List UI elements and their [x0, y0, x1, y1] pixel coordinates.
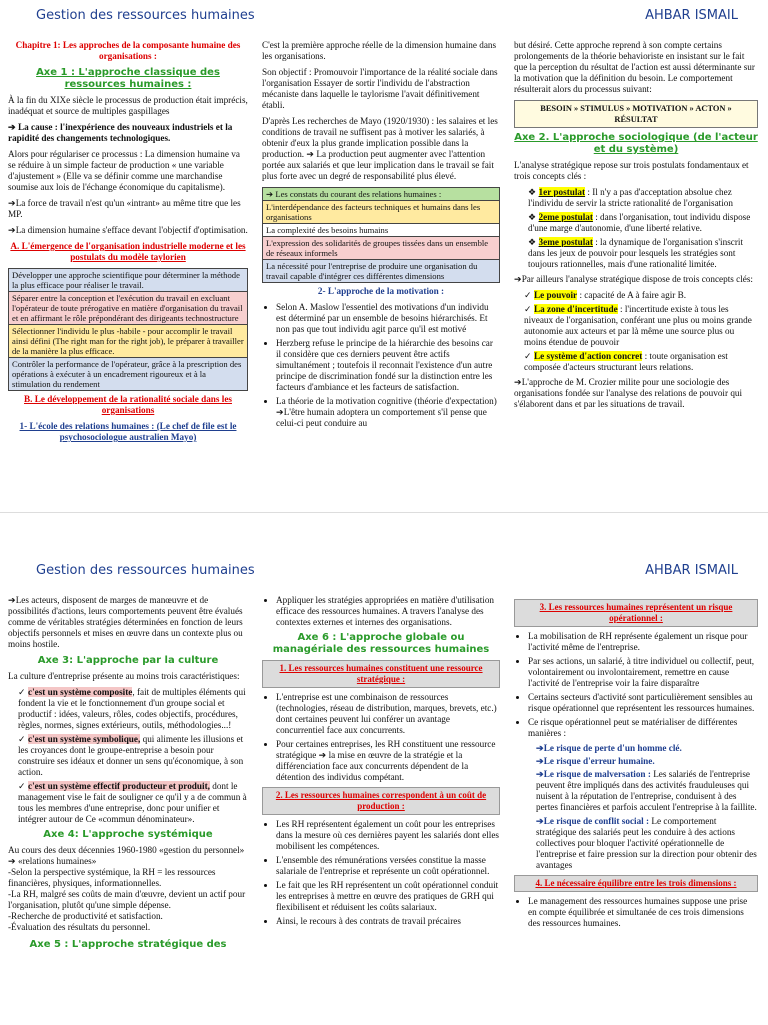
section-b-heading: B. Le développement de la rationalité sociale dans les organisations — [24, 394, 232, 415]
axe6-heading: Axe 6 : L'approche globale ou managériale des ressources humaines — [272, 632, 490, 655]
paragraph: À la fin du XIXe siècle le processus de production était imprécis, inadéquat et source de multiples gaspillages — [8, 95, 248, 116]
paragraph: ➔La force de travail n'est qu'un «intrant» au même titre que les MP. — [8, 198, 241, 219]
paragraph: Au cours des deux décennies 1960-1980 «gestion du personnel» ➔ «relations humaines» — [8, 845, 245, 866]
list-item: • Pour certaines entreprises, les RH constituent une ressource stratégique ➔ la mise en œuvre de la stratégie et la différenciation face aux concurrents dépendent de la détention des individus compétant. — [276, 739, 500, 783]
list-item: • Appliquer les stratégies appropriées en matière d'utilisation efficace des ressources humaines. A travers l'analyse des contextes externes et internes des organisations. — [276, 595, 500, 628]
list-item: • Ce risque opérationnel peut se matérialiser de différentes manières : — [528, 717, 758, 739]
paragraph: -Selon la perspective systémique, la RH = les ressources financières, physiques, informationnelles. — [8, 867, 216, 888]
list-item: ✓ Le pouvoir : capacité de A à faire agir B. — [524, 290, 758, 301]
table-row: La complexité des besoins humains — [263, 224, 499, 237]
paragraph: Alors pour régulariser ce processus : La dimension humaine va se réduire à un simple facteur de production « une variable d'ajustement » (Elle va se définir comme une marchandise soumise aux lois de l'échange économique du capitalisme). — [8, 149, 240, 192]
paragraph: ➔La dimension humaine s'efface devant l'objectif d'optimisation. — [8, 225, 248, 235]
motivation-list — [262, 302, 500, 429]
list-item: • La théorie de la motivation cognitive (théorie d'expectation) ➔L'être humain adoptera un comportement s'il pense que celui-ci peut conduire au — [276, 396, 500, 429]
paragraph: ➔Les acteurs, disposent de marges de manœuvre et de possibilités d'actions, leurs comportements peuvent être évalués comme de véritables stratégies déterminées en fonction de leurs objectifs personnels et mises en œuvre dans un contexte plus ou moins hostile. — [8, 595, 243, 649]
table-row: Séparer entre la conception et l'exécution du travail en excluant l'opérateur de toute prérogative en matière d'organisation du travail et en affirmant le rôle prépondérant des dirigeants technostructure — [9, 292, 247, 325]
sub-heading: 1- L'école des relations humaines : (Le chef de file est le psychosociologue australien Mayo) — [19, 421, 237, 442]
axe2-heading: Axe 2. L'approche sociologique (de l'acteur et du système) — [514, 132, 758, 155]
header-title: Gestion des ressources humaines — [36, 563, 255, 578]
table-row: La nécessité pour l'entreprise de produire une organisation du travail capable d'intégrer ces différentes dimensions — [263, 260, 499, 282]
paragraph: -Évaluation des résultats du personnel. — [8, 922, 151, 932]
paragraph: but désiré. Cette approche reprend à son compte certains prolongements de la théorie behavioriste en insistant sur le fait que la perception du résultat de l'action est aussi déterminante sur la motivation que la définition du besoin. Le comportement résulterait alors du processus suivant: — [514, 40, 755, 94]
header-author: AHBAR ISMAIL — [645, 8, 738, 23]
page-1 — [0, 0, 768, 512]
list-item: ✓ c'est un système composite, fait de multiples éléments qui fondent la vie et le fonctionnement d'un groupe social et productif : idées, valeurs, rôles, codes objectifs, procédures, règles, normes, signes extérieurs, outils, méthodologies...! — [18, 687, 248, 731]
p1-column-1 — [8, 40, 248, 448]
list-item: • La mobilisation de RH représente également un risque pour l'activité même de l'entreprise. — [528, 631, 758, 653]
list-item: ✓ c'est un système symbolique, qui alimente les illusions et les croyances dont le groupe-entreprise a besoin pour construire ses idéaux et donner un sens qu'économique, à son action. — [18, 734, 248, 778]
risk-list — [514, 631, 758, 739]
relations-table — [262, 187, 500, 283]
axe5-heading: Axe 5 : L'approche stratégique des — [29, 939, 227, 950]
list-item: • Ainsi, le recours à des contrats de travail précaires — [276, 916, 500, 927]
cost-list — [262, 819, 500, 927]
p2-column-2 — [262, 595, 500, 931]
axe4-heading: Axe 4: L'approche systémique — [43, 829, 213, 840]
paragraph: D'après Les recherches de Mayo (1920/1930) : les salaires et les conditions de travail ne suffisent pas à motiver les salariés, à obtenir d'eux la plus grande implication possible dans la production. ➔ La production peut augmenter avec l'attention portée aux salariés et que leur implication dans le travail se fait plus forte avec un degré de responsabilité plus élevé. — [262, 116, 498, 181]
strategic-resource-list — [262, 692, 500, 783]
postulats-list — [514, 187, 758, 270]
balance-list — [514, 896, 758, 929]
section-heading: 2. Les ressources humaines correspondent à un coût de production : — [262, 787, 500, 815]
section-a-heading: A. L'émergence de l'organisation industrielle moderne et les postulats du modèle taylorien — [10, 241, 246, 262]
list-item: ✓ c'est un système effectif producteur et produit, dont le management vise le fait de souligner ce qu'il y a de commun à tous les membres d'une entreprise, donc pour unifier et intégrer autour de Ce «commun dénominateur». — [18, 781, 248, 825]
header-author: AHBAR ISMAIL — [645, 563, 738, 578]
list-item: ✓ Le système d'action concret : toute organisation est composée d'acteurs structurant leurs relations. — [524, 351, 758, 373]
paragraph: Son objectif : Promouvoir l'importance de la réalité sociale dans l'organisation Essayer de sortir l'individu de l'abstraction mécaniste dans laquelle le taylorisme l'avait définitivement établi. — [262, 67, 498, 110]
chapter-title: Chapitre 1: Les approches de la composante humaine des organisations : — [15, 40, 241, 61]
list-item: • Le fait que les RH représentent un coût opérationnel conduit les entreprises à mettre en œuvre des pratiques de GRH qui flexibilisent et réduisent les coûts salariaux. — [276, 880, 500, 913]
list-item: ❖ 1er postulat : Il n'y a pas d'acceptation absolue chez l'individu de servir la stricte rationalité de l'organisation — [528, 187, 758, 209]
p1-column-3 — [514, 40, 758, 415]
list-item: • L'entreprise est une combinaison de ressources (technologies, réseau de distribution, marques, brevets, etc.) dont certaines peuvent lui conférer un avantage concurrentiel face aux concurrents. — [276, 692, 500, 736]
page-2 — [0, 512, 768, 1025]
table-row: L'interdépendance des facteurs techniques et humains dans les organisations — [263, 201, 499, 224]
table-row: Sélectionner l'individu le plus -habile - pour accomplir le travail ainsi défini (The right man for the right job), le préparer à travailler de la manière la plus efficace. — [9, 325, 247, 358]
list-item: ❖ 2eme postulat : dans l'organisation, tout individu dispose d'une marge d'autonomie, d'une liberté relative. — [528, 212, 758, 234]
section-heading: 3. Les ressources humaines représentent un risque opérationnel : — [514, 599, 758, 627]
axe3-heading: Axe 3: L'approche par la culture — [37, 655, 219, 666]
list-item: • Les RH représentent également un coût pour les entreprises dans la mesure où ces dernières payent les salariés dont elles mobilisent les compétences. — [276, 819, 500, 852]
paragraph: -La RH, malgré ses coûts de main d'œuvre, devient un actif pour l'organisation, plutôt qu'une simple dépense. — [8, 889, 246, 910]
axe1-heading: Axe 1 : L'approche classique des ressources humaines : — [36, 67, 220, 90]
table-title: ➔ Les constats du courant des relations humaines : — [263, 188, 499, 201]
risk-item: ➔Le risque de malversation : Les salariés de l'entreprise peuvent être impliqués dans des activités frauduleuses qui nuisent à la réputation de l'entreprise, conduisent à des pertes financières et parfois acculent l'entreprise à la faillite. — [536, 769, 757, 812]
list-item: • Certains secteurs d'activité sont particulièrement sensibles au risque opérationnel que représentent les ressources humaines. — [528, 692, 758, 714]
p1-column-2 — [262, 40, 500, 433]
p2-column-1 — [8, 595, 248, 955]
table-row: Contrôler la performance de l'opérateur, grâce à la prescription des opérations à exécuter à un encadrement rigoureux et à la stimulation du rendement — [9, 358, 247, 390]
risk-item: ➔Le risque de conflit social : Le comportement stratégique des salariés peut les conduire à des actions collectives pour bloquer l'activité opérationnelle de l'entreprise et faire pression sur la direction pour obtenir des avantages — [536, 816, 757, 870]
paragraph: L'analyse stratégique repose sur trois postulats fondamentaux et trois concepts clés : — [514, 160, 749, 181]
list-item: • Herzberg refuse le principe de la hiérarchie des besoins car il considère que ces derniers peuvent être actifs simultanément ; toutefois il reconnait l'existence d'un autre principe de discrimination fondé sur la distinction entre les facteurs d'ambiance et les facteurs de satisfaction. — [276, 338, 500, 393]
header-title: Gestion des ressources humaines — [36, 8, 255, 23]
table-row: L'expression des solidarités de groupes tissées dans un ensemble de réseaux informels — [263, 237, 499, 260]
paragraph: ➔ La cause : l'inexpérience des nouveaux industriels et la rapidité des changements technologiques. — [8, 122, 233, 143]
list-item: ❖ 3eme postulat : la dynamique de l'organisation s'inscrit dans les jeux de pouvoir pour lesquels les stratégies sont toujours rationnelles, mais d'une rationalité limitée. — [528, 237, 758, 270]
list-item: • Selon A. Maslow l'essentiel des motivations d'un individu est déterminé par un ensemble de besoins hiérarchisés. Et non pas que tout individu agit parce qu'il est motivé — [276, 302, 500, 335]
list-item: • L'ensemble des rémunérations versées constitue la masse salariale de l'entreprise et représente un coût opérationnel. — [276, 855, 500, 877]
concepts-list — [514, 290, 758, 373]
list-item: • Le management des ressources humaines suppose une prise en compte équilibrée et simultanée de ces trois dimensions des ressources humaines. — [528, 896, 758, 929]
list-item: • Par ses actions, un salarié, à titre individuel ou collectif, peut, volontairement ou involontairement, remettre en cause l'activité de l'entreprise voir la faire disparaître — [528, 656, 758, 689]
list-item: ✓ La zone d'incertitude : l'incertitude existe à tous les niveaux de l'organisation, conférant une plus ou moins grande autonomie aux acteurs et par là même une source plus ou moins étendue de pouvoir — [524, 304, 758, 348]
paragraph: ➔Par ailleurs l'analyse stratégique dispose de trois concepts clés: — [514, 274, 753, 284]
section-heading: 1. Les ressources humaines constituent une ressource stratégique : — [262, 660, 500, 688]
process-box: BESOIN » STIMULUS » MOTIVATION » ACTON » RÉSULTAT — [514, 100, 758, 128]
table-row: Développer une approche scientifique pour déterminer la méthode la plus efficace pour réaliser le travail. — [9, 269, 247, 292]
paragraph: C'est la première approche réelle de la dimension humaine dans les organisations. — [262, 40, 497, 61]
sub-heading: 2- L'approche de la motivation : — [317, 286, 445, 296]
taylor-table — [8, 268, 248, 391]
risk-item: ➔Le risque d'erreur humaine. — [536, 756, 655, 766]
paragraph: -Recherche de productivité et satisfaction. — [8, 911, 163, 921]
culture-list — [8, 687, 248, 825]
paragraph: ➔L'approche de M. Crozier milite pour une sociologie des organisations fondée sur l'analyse des relations de pouvoir qui s'élaborent dans et par les situations de travail. — [514, 377, 743, 409]
p2-column-3 — [514, 595, 758, 933]
strategy-list — [262, 595, 500, 628]
section-heading: 4. Le nécessaire équilibre entre les trois dimensions : — [514, 875, 758, 892]
risk-item: ➔Le risque de perte d'un homme clé. — [536, 743, 682, 753]
paragraph: La culture d'entreprise présente au moins trois caractéristiques: — [8, 671, 240, 681]
